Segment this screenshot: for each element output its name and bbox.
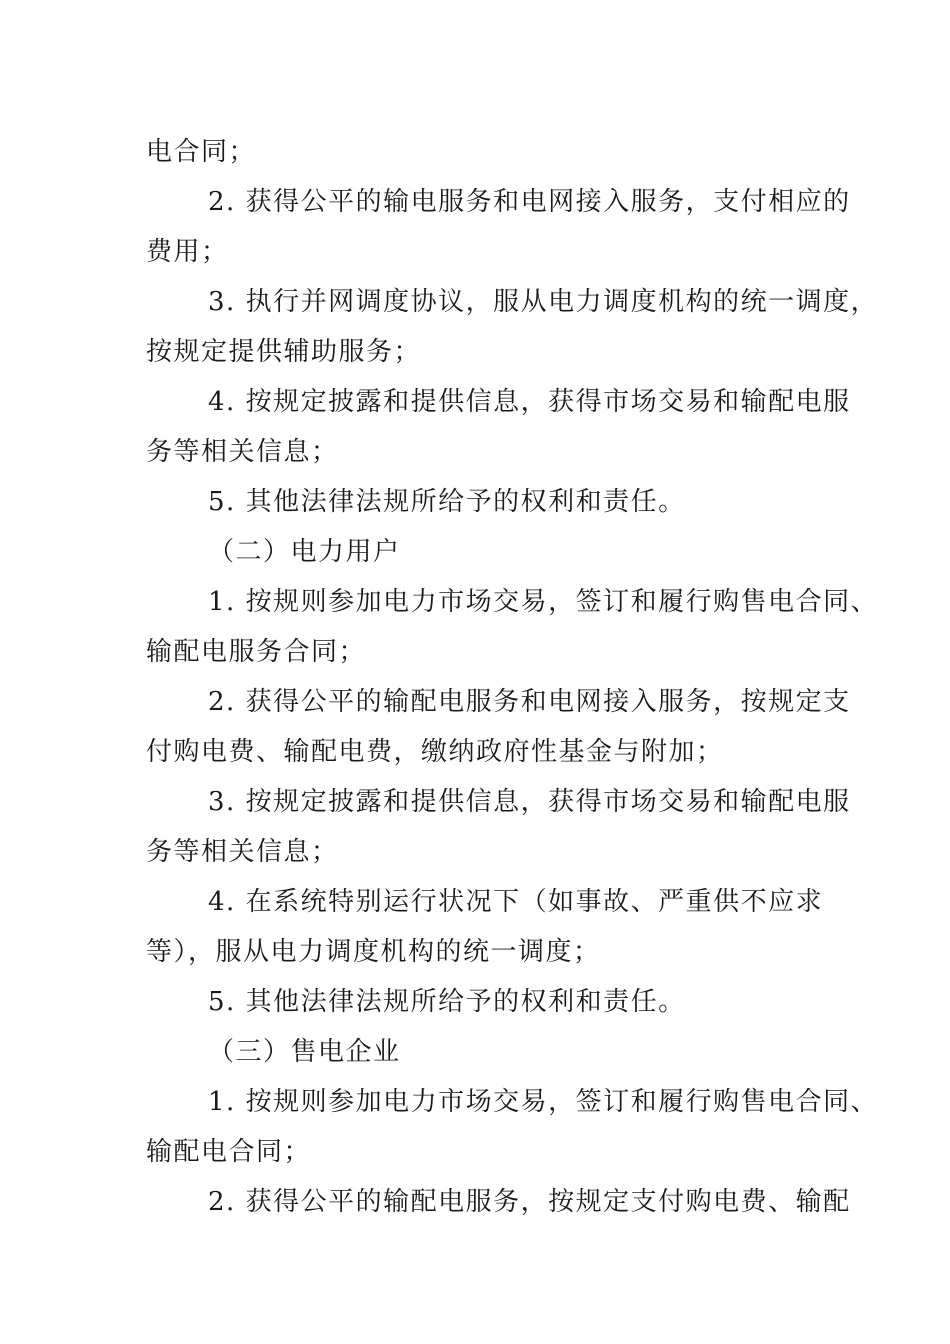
paragraph-line: 务等相关信息；	[146, 837, 339, 867]
paragraph-line: 务等相关信息；	[146, 437, 339, 467]
paragraph-line: 3. 按规定披露和提供信息，获得市场交易和输配电服	[208, 787, 851, 817]
paragraph-line: 输配电合同；	[146, 1137, 312, 1167]
paragraph-line: 输配电服务合同；	[146, 637, 367, 667]
paragraph-line: 2. 获得公平的输电服务和电网接入服务，支付相应的	[208, 187, 851, 217]
paragraph-line: 5. 其他法律法规所给予的权利和责任。	[208, 987, 686, 1017]
paragraph-line: 费用；	[146, 237, 229, 267]
paragraph-line: 4. 按规定披露和提供信息，获得市场交易和输配电服	[208, 387, 851, 417]
paragraph-line: 1. 按规则参加电力市场交易，签订和履行购售电合同、	[208, 587, 879, 617]
paragraph-line: 2. 获得公平的输配电服务，按规定支付购电费、输配	[208, 1187, 851, 1217]
section-heading: （二）电力用户	[208, 537, 401, 567]
paragraph-line: 5. 其他法律法规所给予的权利和责任。	[208, 487, 686, 517]
paragraph-line: 按规定提供辅助服务；	[146, 337, 422, 367]
paragraph-line: 付购电费、输配电费，缴纳政府性基金与附加；	[146, 737, 724, 767]
paragraph-line: 1. 按规则参加电力市场交易，签订和履行购售电合同、	[208, 1087, 879, 1117]
paragraph-line: 4. 在系统特别运行状况下（如事故、严重供不应求	[208, 887, 824, 917]
paragraph-line: 电合同；	[146, 137, 257, 167]
paragraph-line: 等），服从电力调度机构的统一调度；	[146, 937, 601, 967]
section-heading: （三）售电企业	[208, 1037, 401, 1067]
paragraph-line: 2. 获得公平的输配电服务和电网接入服务，按规定支	[208, 687, 851, 717]
paragraph-line: 3. 执行并网调度协议，服从电力调度机构的统一调度，	[208, 287, 879, 317]
